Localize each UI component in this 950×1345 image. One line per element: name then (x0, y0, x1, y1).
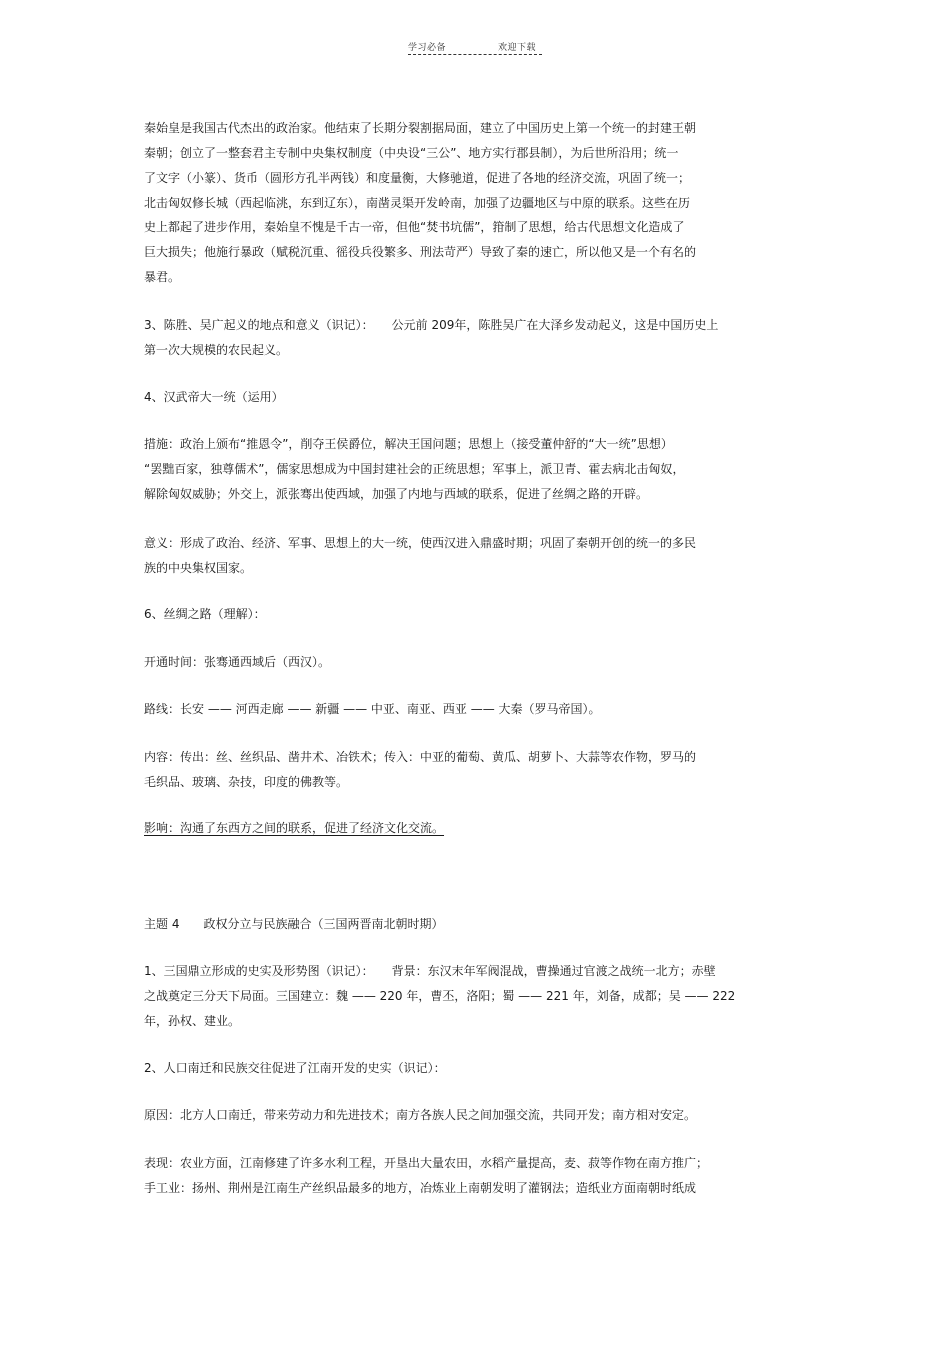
three-kingdoms-line: 之战奠定三分天下局面。三国建立：魏 —— 220 年，曹丕，洛阳；蜀 —— 221 年，刘备，成都；吴 —— 222 (144, 989, 736, 1003)
paragraph-line: 暴君。 (144, 270, 181, 284)
section-4-heading: 4、汉武帝大一统（运用） (144, 390, 284, 404)
silk-road-content: 内容：传出：丝、丝织品、凿井术、冶铁术；传入：中亚的葡萄、黄瓜、胡萝卜、大蒜等农作物，罗马的 (144, 750, 697, 764)
section-3-line: 3、陈胜、吴广起义的地点和意义（识记）： 公元前 209年，陈胜吴广在大泽乡发动起义，这是中国历史上 (144, 318, 719, 332)
section-6-heading: 6、丝绸之路（理解）： (144, 607, 266, 621)
section-3-line: 第一次大规模的农民起义。 (144, 343, 289, 357)
three-kingdoms-line: 年，孙权、建业。 (144, 1014, 241, 1028)
silk-road-impact: 影响：沟通了东西方之间的联系，促进了经济文化交流。 (144, 821, 445, 835)
silk-road-time: 开通时间：张骞通西域后（西汉）。 (144, 655, 331, 669)
performance-line: 手工业：扬州、荆州是江南生产丝织品最多的地方，冶炼业上南朝发明了灌钢法；造纸业方面南朝时纸成 (144, 1181, 697, 1195)
performance-line: 表现：农业方面，江南修建了许多水利工程，开垦出大量农田，水稻产量提高，麦、菽等作物在南方推广； (144, 1156, 709, 1170)
paragraph-line: 北击匈奴修长城（西起临洮，东到辽东），南凿灵渠开发岭南，加强了边疆地区与中原的联系。这些在历 (144, 196, 691, 210)
header-left-text: 学习必备 (408, 43, 447, 53)
theme-4-heading: 主题 4 政权分立与民族融合（三国两晋南北朝时期） (144, 917, 444, 931)
paragraph-line: 秦朝；创立了一整套君主专制中央集权制度（中央设“三公”、地方实行郡县制），为后世所沿用；统一 (144, 146, 679, 160)
paragraph-line: 史上都起了进步作用，秦始皇不愧是千古一帝，但他“焚书坑儒”，箝制了思想，给古代思想文化造成了 (144, 220, 685, 234)
silk-road-route: 路线：长安 —— 河西走廊 —— 新疆 —— 中亚、南亚、西亚 —— 大秦（罗马帝国）。 (144, 702, 601, 716)
measures-line: 措施：政治上颁布“推恩令”，削夺王侯爵位，解决王国问题；思想上（接受董仲舒的“大一统”思想） (144, 437, 673, 451)
paragraph-line: 秦始皇是我国古代杰出的政治家。他结束了长期分裂割据局面，建立了中国历史上第一个统一的封建王朝 (144, 121, 697, 135)
paragraph-line: 了文字（小篆）、货币（圆形方孔半两钱）和度量衡，大修驰道，促进了各地的经济交流，巩固了统一； (144, 171, 691, 185)
silk-road-content: 毛织品、玻璃、杂技，印度的佛教等。 (144, 775, 349, 789)
significance-line: 族的中央集权国家。 (144, 561, 253, 575)
measures-line: “罢黜百家，独尊儒术”，儒家思想成为中国封建社会的正统思想；军事上，派卫青、霍去病北击匈奴， (144, 462, 685, 476)
header-right-text: 欢迎下载 (498, 43, 537, 53)
three-kingdoms-line: 1、三国鼎立形成的史实及形势图（识记）： 背景：东汉末年军阀混战，曹操通过官渡之战统一北方；赤壁 (144, 964, 716, 978)
reasons-line: 原因：北方人口南迁，带来劳动力和先进技术；南方各族人民之间加强交流，共同开发；南方相对安定。 (144, 1108, 697, 1122)
significance-line: 意义：形成了政治、经济、军事、思想上的大一统，使西汉进入鼎盛时期；巩固了秦朝开创的统一的多民 (144, 536, 697, 550)
paragraph-line: 巨大损失；他施行暴政（赋税沉重、徭役兵役繁多、刑法苛严）导致了秦的速亡，所以他又是一个有名的 (144, 245, 697, 259)
header-divider (408, 54, 542, 55)
south-development-heading: 2、人口南迁和民族交往促进了江南开发的史实（识记）： (144, 1061, 446, 1075)
measures-line: 解除匈奴威胁；外交上，派张骞出使西域，加强了内地与西域的联系，促进了丝绸之路的开辟。 (144, 487, 649, 501)
